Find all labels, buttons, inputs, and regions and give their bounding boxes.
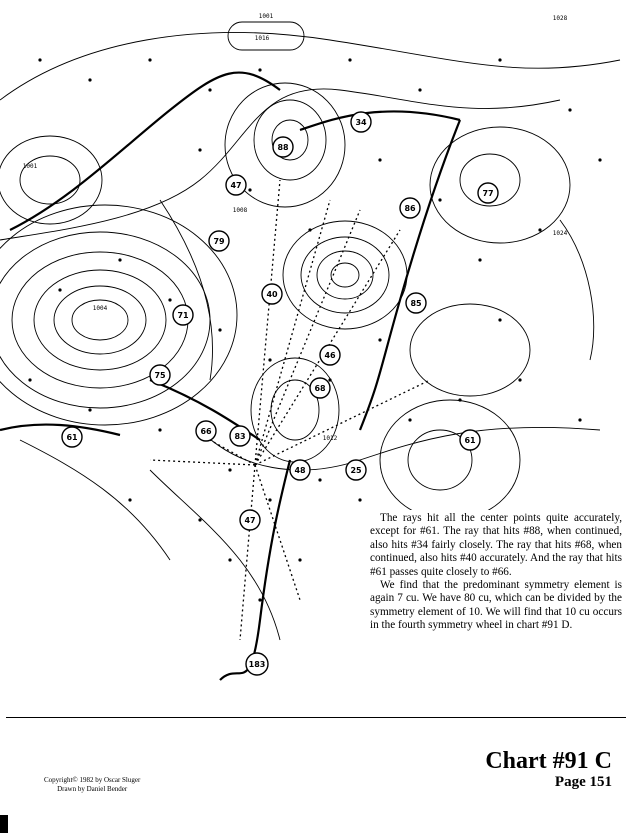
station-circle: 85	[410, 299, 422, 308]
margin-mark	[0, 815, 8, 833]
station-circle: 79	[213, 237, 225, 246]
isobar-label: 1008	[232, 207, 248, 214]
station-circle: 47	[230, 181, 242, 190]
station-circle: 46	[324, 351, 336, 360]
copyright-notice	[44, 776, 140, 793]
station-circle: 86	[404, 204, 416, 213]
isobar-label: 1001	[22, 163, 38, 170]
isobar-labels	[23, 13, 568, 442]
station-circle: 68	[314, 384, 326, 393]
page-number: Page 151	[554, 774, 612, 790]
horizontal-rule	[6, 717, 626, 718]
station-circle: 71	[177, 311, 189, 320]
station-circle: 88	[277, 143, 289, 152]
isobar-label: 1012	[322, 435, 338, 442]
station-circle: 61	[66, 433, 78, 442]
station-circle: 66	[200, 427, 212, 436]
isobar-label: 1001	[258, 13, 274, 20]
isobar-label: 1016	[254, 35, 270, 42]
station-circle: 75	[154, 371, 166, 380]
paragraph-1: The rays hit all the center points quite accurately, except for #61. The ray that hits #88, when continued, also hits #34 fairly closely. The ray that hits #68, when continued, also hits #40 accurately. And the ray that hits #61 passes quite closely to #66.	[370, 512, 622, 578]
chart-title: Chart #91 C	[485, 748, 612, 774]
station-circle: 77	[482, 189, 494, 198]
credit-line: Drawn by Daniel Bender	[57, 784, 128, 793]
station-circle: 183	[248, 660, 266, 669]
station-circle: 25	[350, 466, 362, 475]
paragraph-2: We find that the predominant symmetry element is again 7 cu. We have 80 cu, which can be divided by the symmetry element of 10. We will find that 10 cu occurs in the fourth symmetry wheel in chart #91 D.	[370, 579, 622, 632]
isobar-label: 1024	[552, 230, 568, 237]
station-circle: 40	[266, 290, 278, 299]
station-circle: 47	[244, 516, 256, 525]
station-circle: 34	[355, 118, 367, 127]
isobar-label: 1004	[92, 305, 108, 312]
station-circle: 83	[234, 432, 246, 441]
station-circle: 48	[294, 466, 306, 475]
copyright-line: Copyright© 1982 by Oscar Sluger	[44, 776, 141, 784]
body-text	[366, 510, 624, 635]
station-circle: 61	[464, 436, 476, 445]
isobar-label: 1028	[552, 15, 568, 22]
